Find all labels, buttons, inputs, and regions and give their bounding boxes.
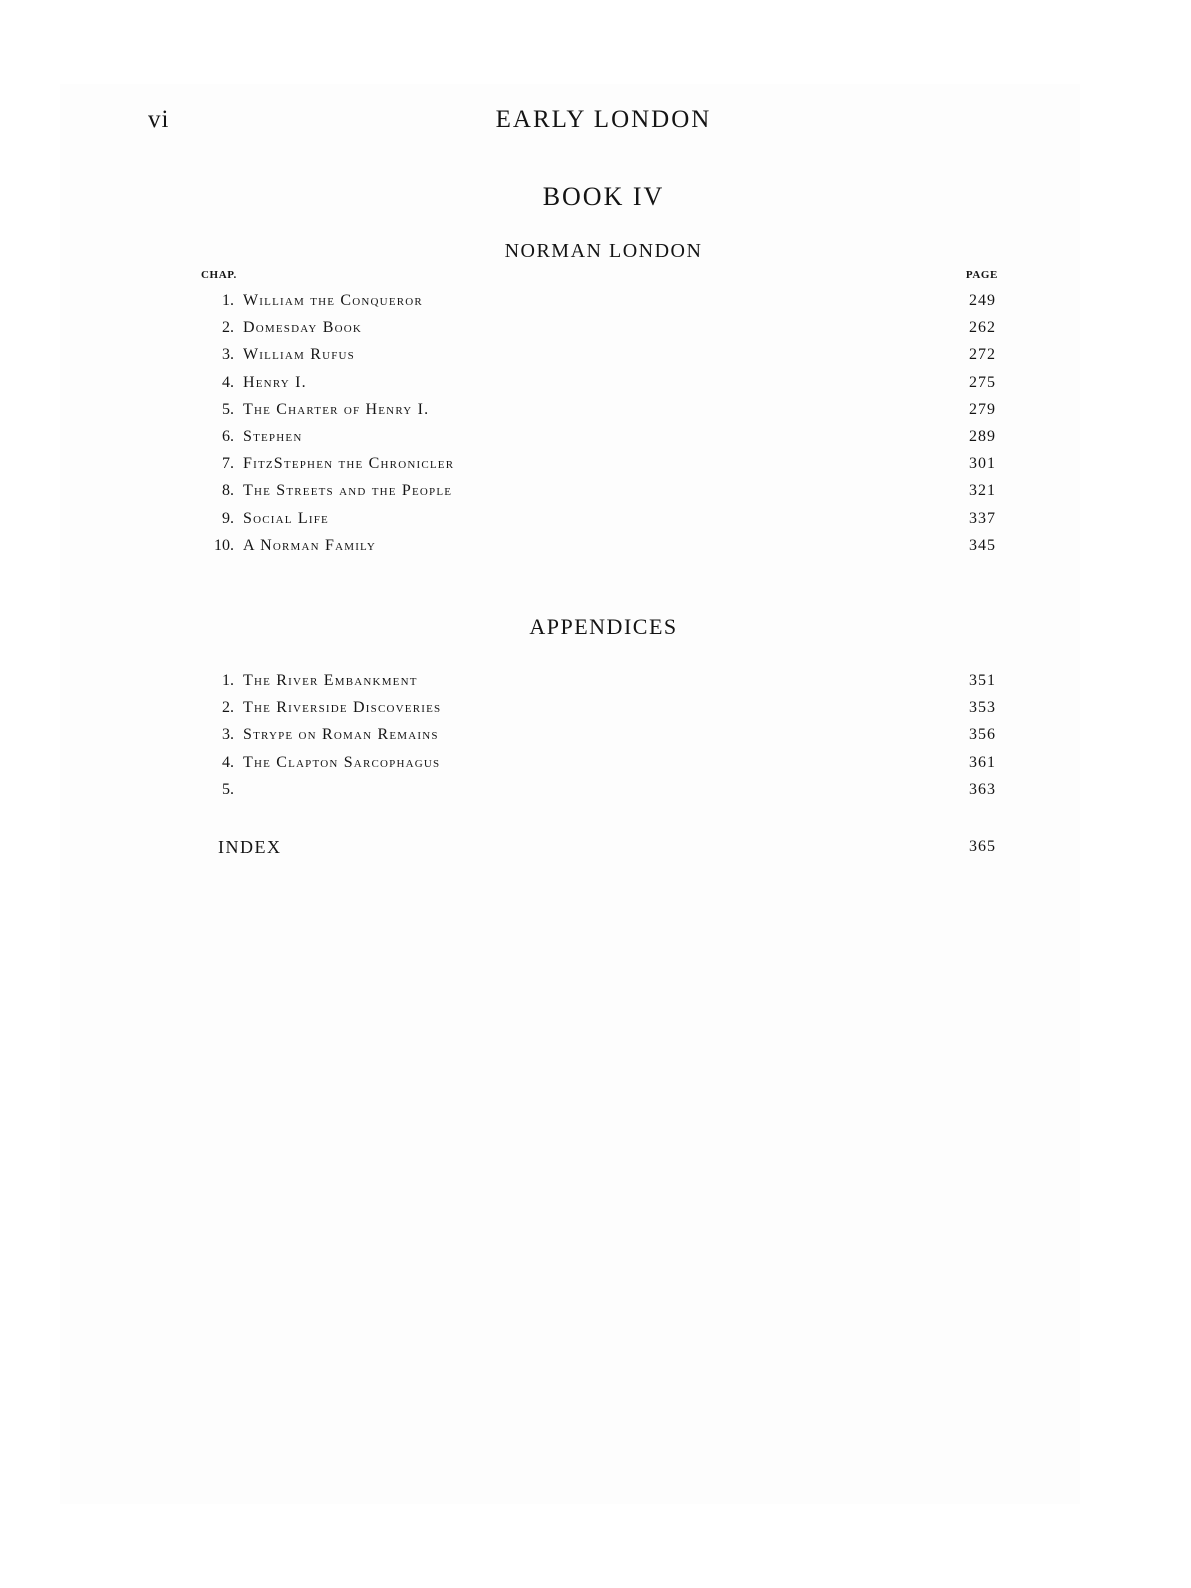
entry-page: 345 [969,536,996,554]
entry-page: 363 [969,780,996,798]
index-page: 365 [969,838,996,855]
chapter-list [200,287,998,559]
entry-page: 356 [969,726,996,744]
entry-title: The Charter of Henry I. [243,400,430,418]
toc-entry[interactable] [200,721,998,748]
entry-title: Stephen [243,427,303,445]
entry-title: The River Embankment [243,672,418,689]
entry-title: Henry I. [243,373,307,391]
toc-entry[interactable] [200,749,998,776]
entry-title: The Streets and the People [243,482,453,500]
toc-entry[interactable] [200,287,998,314]
entry-page: 272 [969,346,996,364]
entry-page: 275 [969,373,996,391]
toc-entry[interactable] [200,776,998,803]
entry-title: A Norman Family [243,536,377,554]
toc-entry[interactable] [200,694,998,721]
entry-number: 2. [222,699,234,717]
toc-entry[interactable] [200,423,998,450]
toc-entry[interactable] [200,314,998,341]
entry-title: The Riverside Discoveries [243,699,442,717]
entry-title: Social Life [243,509,329,527]
entry-number: 2. [222,319,234,337]
entry-title: The Clapton Sarcophagus [243,753,441,771]
entry-number: 6. [222,427,234,445]
entry-title: William the Conqueror [243,292,423,309]
entry-number: 8. [222,482,234,500]
entry-number: 3. [222,726,234,744]
entry-title: William Rufus [243,346,355,364]
entry-title: Domesday Book [243,319,363,337]
entry-page: 301 [969,455,996,473]
toc-entry[interactable] [200,532,998,559]
entry-number: 1. [222,672,234,689]
toc-entry[interactable] [200,450,998,477]
running-title: EARLY LONDON [495,106,712,133]
entry-page: 289 [969,427,996,445]
entry-number: 3. [222,346,234,364]
toc-entry[interactable] [200,667,998,694]
book-title: BOOK IV [542,182,665,211]
entry-number: 4. [222,753,234,771]
entry-page: 353 [969,699,996,717]
toc-entry[interactable] [200,505,998,532]
entry-number: 5. [222,400,234,418]
entry-page: 249 [969,292,996,309]
entry-page: 279 [969,400,996,418]
entry-page: 262 [969,319,996,337]
chap-column-heading: CHAP. [201,269,237,281]
entry-page: 351 [969,672,996,689]
entry-number: 9. [222,509,234,527]
folio-number: vi [148,106,170,133]
toc-entry[interactable] [200,369,998,396]
toc-entry[interactable] [200,477,998,504]
entry-number: 7. [222,455,234,473]
page-column-heading: PAGE [965,269,998,281]
entry-page: 321 [969,482,996,500]
entry-number: 4. [222,373,234,391]
toc-entry[interactable] [200,341,998,368]
entry-number: 5. [222,780,234,798]
entry-page: 337 [969,509,996,527]
appendices-title: APPENDICES [529,614,678,639]
toc-entry[interactable] [200,396,998,423]
entry-number: 10. [214,536,234,554]
entry-page: 361 [969,753,996,771]
index-label: INDEX [218,837,282,857]
index-entry[interactable] [218,832,996,862]
appendix-list [200,667,998,803]
entry-title: Strype on Roman Remains [243,726,439,744]
entry-title: FitzStephen the Chronicler [243,455,455,473]
section-title: NORMAN LONDON [504,240,703,262]
entry-number: 1. [222,292,234,309]
